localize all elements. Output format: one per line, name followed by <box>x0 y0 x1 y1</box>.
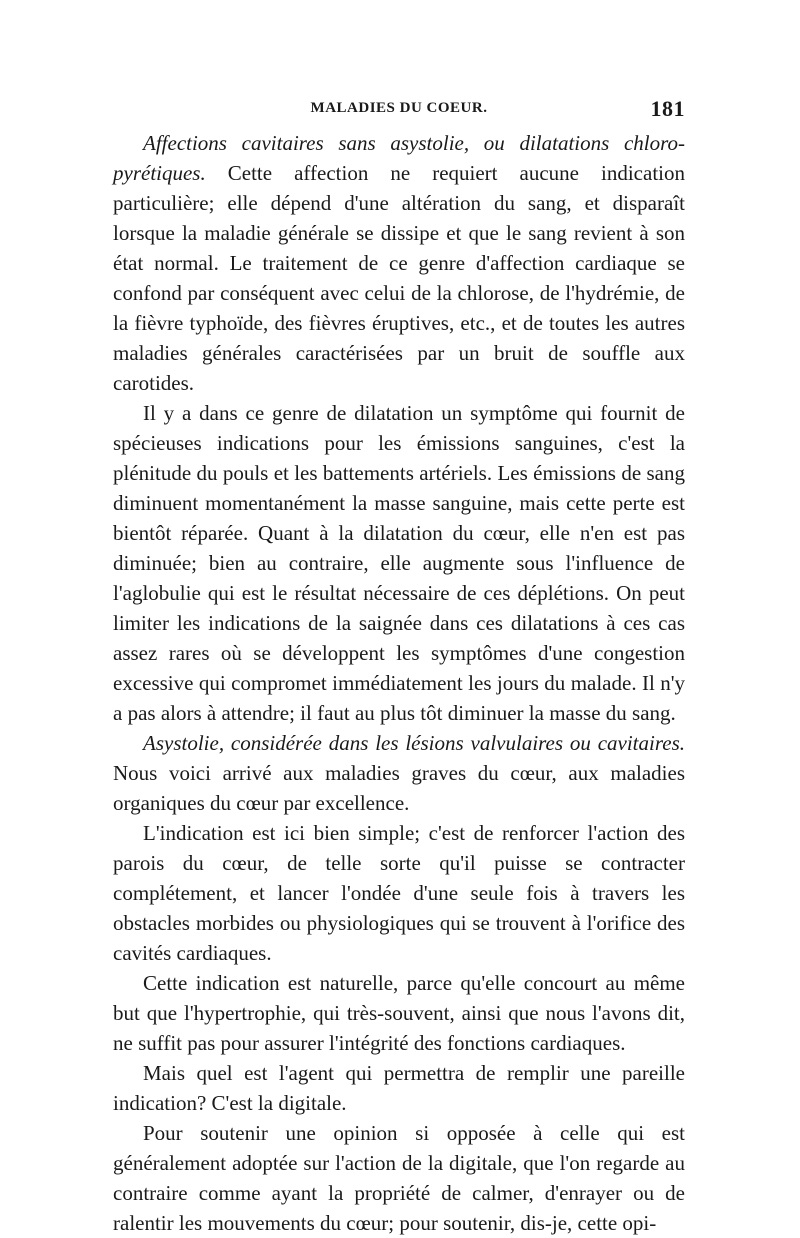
paragraph-7-text: Pour soutenir une opinion si opposée à celle qui est généralement adoptée sur l'action de la digitale, que l'on regarde au contraire comme ayant la propriété de calmer, d'enrayer ou de ralentir les mouvements du cœur; pour soutenir, dis-je, cette opi- <box>113 1121 685 1235</box>
running-title: MALADIES DU COEUR. <box>310 100 488 116</box>
paragraph-5-text: Cette indication est naturelle, parce qu'elle concourt au même but que l'hypertrophie, qui très-souvent, ainsi que nous l'avons dit, ne suffit pas pour assurer l'intégrité des fonctions cardiaques. <box>113 971 685 1055</box>
page-number: 181 <box>650 96 685 121</box>
body-text <box>113 128 685 1238</box>
paragraph-5 <box>113 968 685 1058</box>
paragraph-6-text: Mais quel est l'agent qui permettra de remplir une pareille indication? C'est la digitale. <box>113 1061 685 1115</box>
paragraph-2 <box>113 398 685 728</box>
paragraph-1-heading: Affections cavitaires sans asystolie, ou dilatations chloro-pyrétiques. <box>113 131 685 185</box>
paragraph-3-text: Nous voici arrivé aux maladies graves du cœur, aux maladies organiques du cœur par excellence. <box>113 761 685 815</box>
paragraph-4 <box>113 818 685 968</box>
paragraph-1 <box>113 128 685 398</box>
paragraph-6 <box>113 1058 685 1118</box>
paragraph-7 <box>113 1118 685 1238</box>
paragraph-3 <box>113 728 685 818</box>
paragraph-2-text: Il y a dans ce genre de dilatation un symptôme qui fournit de spécieuses indications pour les émissions sanguines, c'est la plénitude du pouls et les battements artériels. Les émissions de sang diminuent momentanément la masse sanguine, mais cette perte est bientôt réparée. Quant à la dilatation du cœur, elle n'en est pas diminuée; bien au contraire, elle augmente sous l'influence de l'aglobulie qui est le résultat nécessaire de ces déplétions. On peut limiter les indications de la saignée dans ces dilatations à ces cas assez rares où se développent les symptômes d'une congestion excessive qui compromet immédiatement les jours du malade. Il n'y a pas alors à attendre; il faut au plus tôt diminuer la masse du sang. <box>113 401 685 725</box>
book-page <box>113 96 685 1238</box>
paragraph-3-heading: Asystolie, considérée dans les lésions valvulaires ou cavitaires. <box>143 731 685 755</box>
running-header <box>113 96 685 126</box>
paragraph-4-text: L'indication est ici bien simple; c'est de renforcer l'action des parois du cœur, de telle sorte qu'il puisse se contracter complétement, et lancer l'ondée d'une seule fois à travers les obstacles morbides ou physiologiques qui se trouvent à l'orifice des cavités cardiaques. <box>113 821 685 965</box>
paragraph-1-text: Cette affection ne requiert aucune indication particulière; elle dépend d'une altération du sang, et disparaît lorsque la maladie générale se dissipe et que le sang revient à son état normal. Le traitement de ce genre d'affection cardiaque se confond par conséquent avec celui de la chlorose, de l'hydrémie, de la fièvre typhoïde, des fièvres éruptives, etc., et de toutes les autres maladies générales caractérisées par un bruit de souffle aux carotides. <box>113 161 685 395</box>
